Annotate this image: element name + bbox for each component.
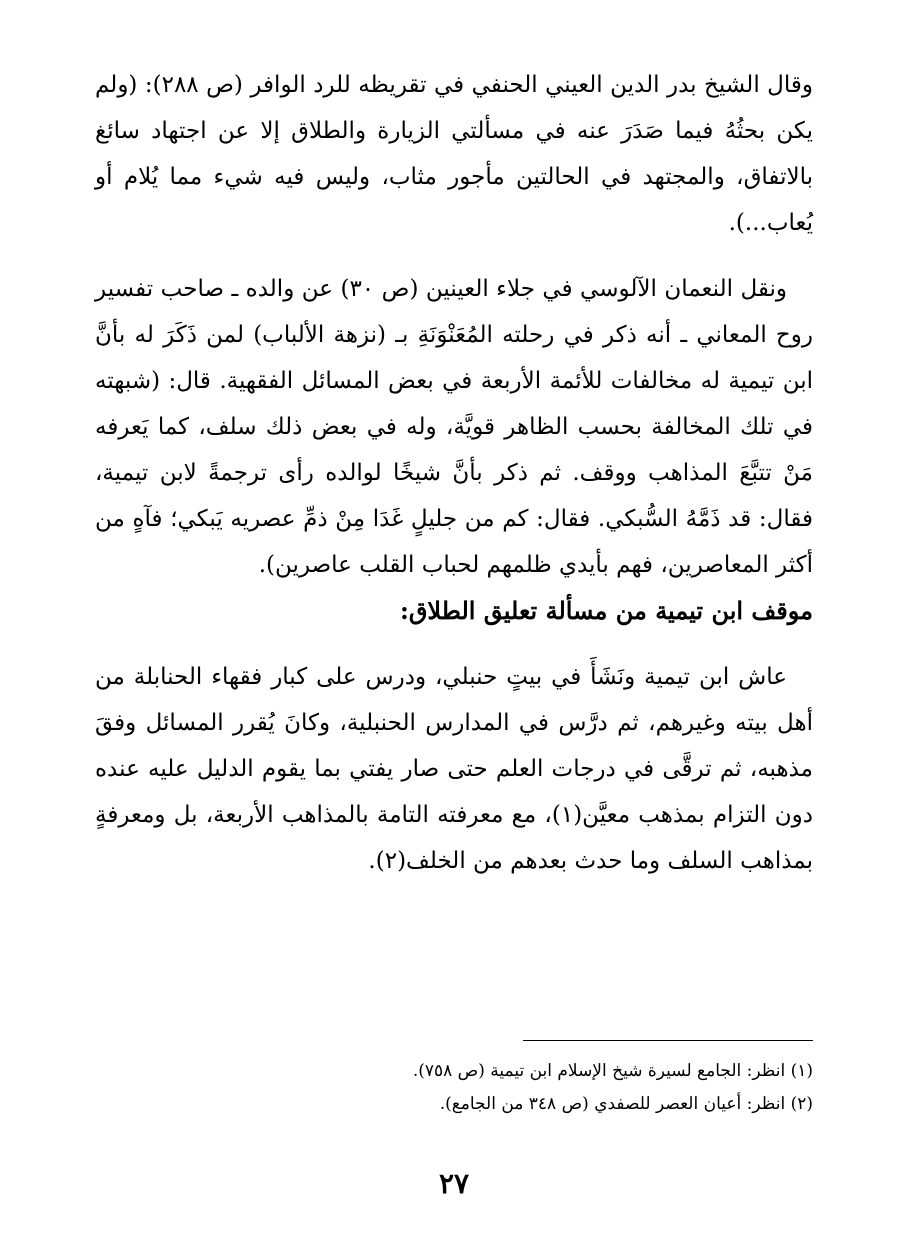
section-heading: موقف ابن تيمية من مسألة تعليق الطلاق:	[399, 596, 813, 625]
footnote-2: (٢) انظر: أعيان العصر للصفدي (ص ٣٤٨ من الجامع).	[439, 1094, 813, 1114]
page-number: ٢٧	[438, 1167, 470, 1200]
paragraph-alusi-quote: ونقل النعمان الآلوسي في جلاء العينين (ص ٣٠) عن والده ـ صاحب تفسير روح المعاني ـ أنه ذكر في رحلته المُعَنْوَنَةِ بـ (نزهة الألباب) لمن ذَكَرَ له بأنَّ ابن تيمية له مخالفات للأئمة الأربعة في بعض المسائل الفقهية. قال: (شبهته في تلك المخالفة بحسب الظاهر قويَّة، وله في بعض ذلك سلف، كما يَعرفه مَنْ تتبَّعَ المذاهب ووقف. ثم ذكر بأنَّ شيخًا لوالده رأى ترجمةً لابن تيمية، فقال: قد ذَمَّهُ السُّبكي. فقال: كم من جليلٍ غَدَا مِنْ ذمِّ عصريه يَبكي؛ فآهٍ من أكثر المعاصرين، فهم بأيدي ظلمهم لحباب القلب عاصرين).	[95, 276, 813, 578]
paragraph-al-ayni-quote: وقال الشيخ بدر الدين العيني الحنفي في تقريظه للرد الوافر (ص ٢٨٨): (ولم يكن بحثُهُ فيما صَدَرَ عنه في مسألتي الزيارة والطلاق إلا عن اجتهاد سائغ بالاتفاق، والمجتهد في الحالتين مأجور مثاب، وليس فيه شيء مما يُلام أو يُعاب...).	[95, 72, 813, 236]
footnote-separator	[523, 1040, 813, 1041]
footnotes-section	[95, 1040, 813, 1121]
footnote-1: (١) انظر: الجامع لسيرة شيخ الإسلام ابن تيمية (ص ٧٥٨).	[412, 1061, 813, 1081]
book-page	[95, 62, 813, 1200]
paragraph-ibn-taymiyyah-life: عاش ابن تيمية ونَشَأَ في بيتٍ حنبلي، ودرس على كبار فقهاء الحنابلة من أهل بيته وغيرهم، ثم درَّس في المدارس الحنبلية، وكانَ يُقرر المسائل وفقَ مذهبه، ثم ترقَّى في درجات العلم حتى صار يفتي بما يقوم الدليل عليه عنده دون التزام بمذهب معيَّن(١)، مع معرفته التامة بالمذاهب الأربعة، بل ومعرفةٍ بمذاهب السلف وما حدث بعدهم من الخلف(٢).	[95, 664, 813, 874]
